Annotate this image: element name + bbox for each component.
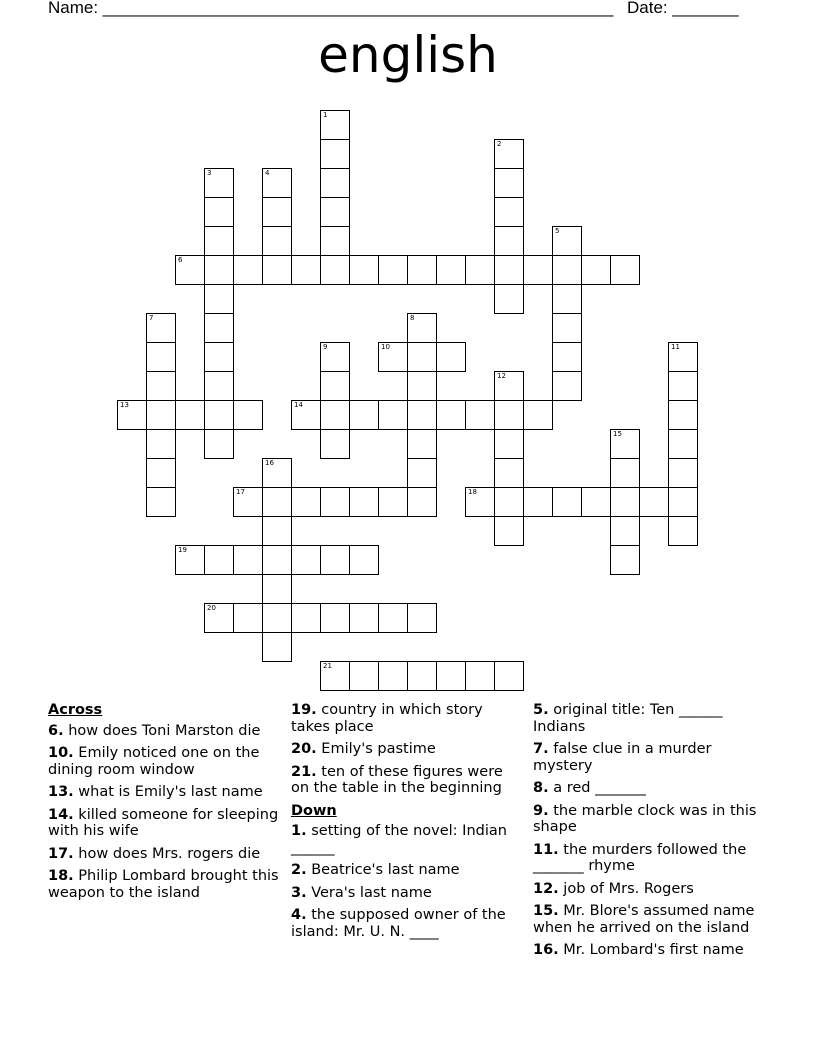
clue-number: 16 [265, 459, 274, 467]
clue-down-1: 1. setting of the novel: Indian ______ [291, 823, 507, 856]
clue-across-17: 17. how does Mrs. rogers die [48, 845, 261, 862]
clue-number: 6 [178, 256, 183, 264]
grid-cell[interactable] [146, 371, 176, 401]
grid-cell[interactable] [610, 458, 640, 488]
grid-cell[interactable] [494, 255, 524, 285]
grid-cell[interactable] [175, 545, 205, 575]
grid-cell[interactable] [262, 603, 292, 633]
grid-cell[interactable] [552, 342, 582, 372]
grid-cell[interactable] [320, 168, 350, 198]
grid-cell[interactable] [204, 545, 234, 575]
grid-cell[interactable] [494, 400, 524, 430]
clue-number: 7 [149, 314, 154, 322]
clue-number: 4 [265, 169, 270, 177]
grid-cell[interactable] [378, 661, 408, 691]
grid-cell[interactable] [494, 197, 524, 227]
grid-cell[interactable] [320, 603, 350, 633]
grid-cell[interactable] [552, 487, 582, 517]
grid-cell[interactable] [436, 661, 466, 691]
grid-cell[interactable] [407, 255, 437, 285]
grid-cell[interactable] [204, 226, 234, 256]
grid-cell[interactable] [262, 168, 292, 198]
page-title: english [318, 26, 498, 84]
grid-cell[interactable] [349, 400, 379, 430]
clue-number: 9 [323, 343, 328, 351]
grid-cell[interactable] [436, 400, 466, 430]
grid-cell[interactable] [349, 487, 379, 517]
grid-cell[interactable] [581, 255, 611, 285]
grid-cell[interactable] [204, 284, 234, 314]
grid-cell[interactable] [407, 487, 437, 517]
grid-cell[interactable] [204, 197, 234, 227]
grid-cell[interactable] [320, 429, 350, 459]
grid-cell[interactable] [407, 661, 437, 691]
grid-cell[interactable] [320, 110, 350, 140]
grid-cell[interactable] [233, 545, 263, 575]
grid-cell[interactable] [146, 342, 176, 372]
grid-cell[interactable] [320, 342, 350, 372]
grid-cell[interactable] [291, 400, 321, 430]
down-heading: Down [291, 802, 337, 819]
grid-cell[interactable] [668, 342, 698, 372]
grid-cell[interactable] [262, 487, 292, 517]
grid-cell[interactable] [349, 603, 379, 633]
clue-number: 18 [468, 488, 477, 496]
grid-cell[interactable] [320, 255, 350, 285]
grid-cell[interactable] [494, 226, 524, 256]
grid-cell[interactable] [610, 545, 640, 575]
clue-down-2: 2. Beatrice's last name [291, 862, 460, 878]
grid-cell[interactable] [204, 313, 234, 343]
grid-cell[interactable] [320, 487, 350, 517]
clue-across-18: 18. Philip Lombard brought this weapon to the island [48, 868, 279, 901]
clue-across-6: 6. how does Toni Marston die [48, 722, 261, 739]
grid-cell[interactable] [668, 487, 698, 517]
grid-cell[interactable] [610, 255, 640, 285]
grid-cell[interactable] [407, 313, 437, 343]
grid-cell[interactable] [610, 429, 640, 459]
grid-cell[interactable] [407, 342, 437, 372]
grid-cell[interactable] [233, 255, 263, 285]
clue-number: 3 [207, 169, 212, 177]
clue-number: 10 [381, 343, 390, 351]
grid-cell[interactable] [291, 255, 321, 285]
grid-cell[interactable] [668, 371, 698, 401]
grid-cell[interactable] [262, 255, 292, 285]
grid-cell[interactable] [262, 458, 292, 488]
grid-cell[interactable] [262, 226, 292, 256]
grid-cell[interactable] [320, 545, 350, 575]
clue-down-4: 4. the supposed owner of the island: Mr. U. N. ____ [291, 907, 506, 940]
grid-cell[interactable] [407, 400, 437, 430]
grid-cell[interactable] [494, 168, 524, 198]
clue-column-3 [533, 702, 765, 965]
grid-cell[interactable] [233, 487, 263, 517]
grid-cell[interactable] [320, 400, 350, 430]
grid-cell[interactable] [407, 371, 437, 401]
clue-number: 21 [323, 662, 332, 670]
grid-cell[interactable] [668, 458, 698, 488]
clue-down-5: 5. original title: Ten ______ Indians [533, 702, 723, 735]
clue-across-13: 13. what is Emily's last name [48, 784, 263, 800]
grid-cell[interactable] [262, 197, 292, 227]
clue-number: 12 [497, 372, 506, 380]
grid-cell[interactable] [407, 429, 437, 459]
clue-across-21: 21. ten of these figures were on the table in the beginning [291, 763, 503, 796]
date-field-label: Date: _______ [627, 0, 739, 17]
grid-cell[interactable] [552, 313, 582, 343]
clue-number: 14 [294, 401, 303, 409]
grid-cell[interactable] [262, 516, 292, 546]
clue-number: 20 [207, 604, 216, 612]
grid-cell[interactable] [668, 429, 698, 459]
clue-down-16: 16. Mr. Lombard's first name [533, 942, 744, 958]
grid-cell[interactable] [291, 603, 321, 633]
grid-cell[interactable] [291, 545, 321, 575]
grid-cell[interactable] [552, 226, 582, 256]
grid-cell[interactable] [320, 197, 350, 227]
grid-cell[interactable] [552, 255, 582, 285]
grid-cell[interactable] [465, 255, 495, 285]
grid-cell[interactable] [349, 545, 379, 575]
across-heading: Across [48, 702, 103, 718]
grid-cell[interactable] [668, 516, 698, 546]
grid-cell[interactable] [204, 255, 234, 285]
grid-cell[interactable] [610, 516, 640, 546]
grid-cell[interactable] [465, 661, 495, 691]
clue-across-19: 19. country in which story takes place [291, 702, 483, 735]
clue-down-15: 15. Mr. Blore's assumed name when he arrived on the island [533, 903, 755, 936]
grid-cell[interactable] [552, 371, 582, 401]
grid-cell[interactable] [146, 429, 176, 459]
clue-across-14: 14. killed someone for sleeping with his wife [48, 806, 279, 839]
clue-number: 19 [178, 546, 187, 554]
grid-cell[interactable] [378, 342, 408, 372]
grid-cell[interactable] [262, 574, 292, 604]
grid-cell[interactable] [204, 400, 234, 430]
grid-cell[interactable] [610, 487, 640, 517]
grid-cell[interactable] [465, 400, 495, 430]
grid-cell[interactable] [378, 603, 408, 633]
clue-down-11: 11. the murders followed the _______ rhyme [533, 841, 747, 874]
clue-column-1 [48, 702, 280, 907]
clue-number: 8 [410, 314, 415, 322]
clue-number: 17 [236, 488, 245, 496]
grid-cell[interactable] [378, 255, 408, 285]
grid-cell[interactable] [146, 400, 176, 430]
grid-cell[interactable] [378, 400, 408, 430]
clue-across-20: 20. Emily's pastime [291, 741, 436, 757]
clue-number: 5 [555, 227, 560, 235]
grid-cell[interactable] [204, 168, 234, 198]
grid-cell[interactable] [436, 342, 466, 372]
grid-cell[interactable] [407, 603, 437, 633]
clue-column-2 [291, 702, 523, 946]
clue-down-12: 12. job of Mrs. Rogers [533, 880, 694, 897]
grid-cell[interactable] [233, 603, 263, 633]
grid-cell[interactable] [320, 139, 350, 169]
grid-cell[interactable] [494, 429, 524, 459]
clue-number: 1 [323, 111, 328, 119]
grid-cell[interactable] [494, 487, 524, 517]
grid-cell[interactable] [668, 400, 698, 430]
grid-cell[interactable] [552, 284, 582, 314]
grid-cell[interactable] [494, 139, 524, 169]
grid-cell[interactable] [494, 661, 524, 691]
grid-cell[interactable] [262, 632, 292, 662]
clue-down-9: 9. the marble clock was in this shape [533, 802, 757, 835]
clue-across-10: 10. Emily noticed one on the dining room window [48, 745, 260, 778]
grid-cell[interactable] [204, 603, 234, 633]
grid-cell[interactable] [349, 255, 379, 285]
grid-cell[interactable] [175, 400, 205, 430]
clue-number: 15 [613, 430, 622, 438]
grid-cell[interactable] [146, 313, 176, 343]
grid-cell[interactable] [494, 458, 524, 488]
grid-cell[interactable] [146, 487, 176, 517]
grid-cell[interactable] [349, 661, 379, 691]
clue-down-8: 8. a red _______ [533, 780, 646, 796]
grid-cell[interactable] [523, 400, 553, 430]
grid-cell[interactable] [407, 458, 437, 488]
grid-cell[interactable] [436, 255, 466, 285]
grid-cell[interactable] [320, 226, 350, 256]
grid-cell[interactable] [465, 487, 495, 517]
grid-cell[interactable] [146, 458, 176, 488]
clue-number: 11 [671, 343, 680, 351]
grid-cell[interactable] [523, 487, 553, 517]
name-field-label: Name: ______________________________________________________ [48, 0, 614, 17]
grid-cell[interactable] [494, 371, 524, 401]
grid-cell[interactable] [581, 487, 611, 517]
grid-cell[interactable] [204, 371, 234, 401]
clue-number: 13 [120, 401, 129, 409]
grid-cell[interactable] [233, 400, 263, 430]
grid-cell[interactable] [320, 371, 350, 401]
grid-cell[interactable] [262, 545, 292, 575]
grid-cell[interactable] [117, 400, 147, 430]
grid-cell[interactable] [204, 429, 234, 459]
grid-cell[interactable] [320, 661, 350, 691]
clue-down-3: 3. Vera's last name [291, 884, 432, 901]
grid-cell[interactable] [494, 516, 524, 546]
grid-cell[interactable] [291, 487, 321, 517]
grid-cell[interactable] [523, 255, 553, 285]
grid-cell[interactable] [378, 487, 408, 517]
grid-cell[interactable] [494, 284, 524, 314]
grid-cell[interactable] [204, 342, 234, 372]
clue-number: 2 [497, 140, 502, 148]
grid-cell[interactable] [639, 487, 669, 517]
grid-cell[interactable] [175, 255, 205, 285]
clue-down-7: 7. false clue in a murder mystery [533, 741, 712, 774]
